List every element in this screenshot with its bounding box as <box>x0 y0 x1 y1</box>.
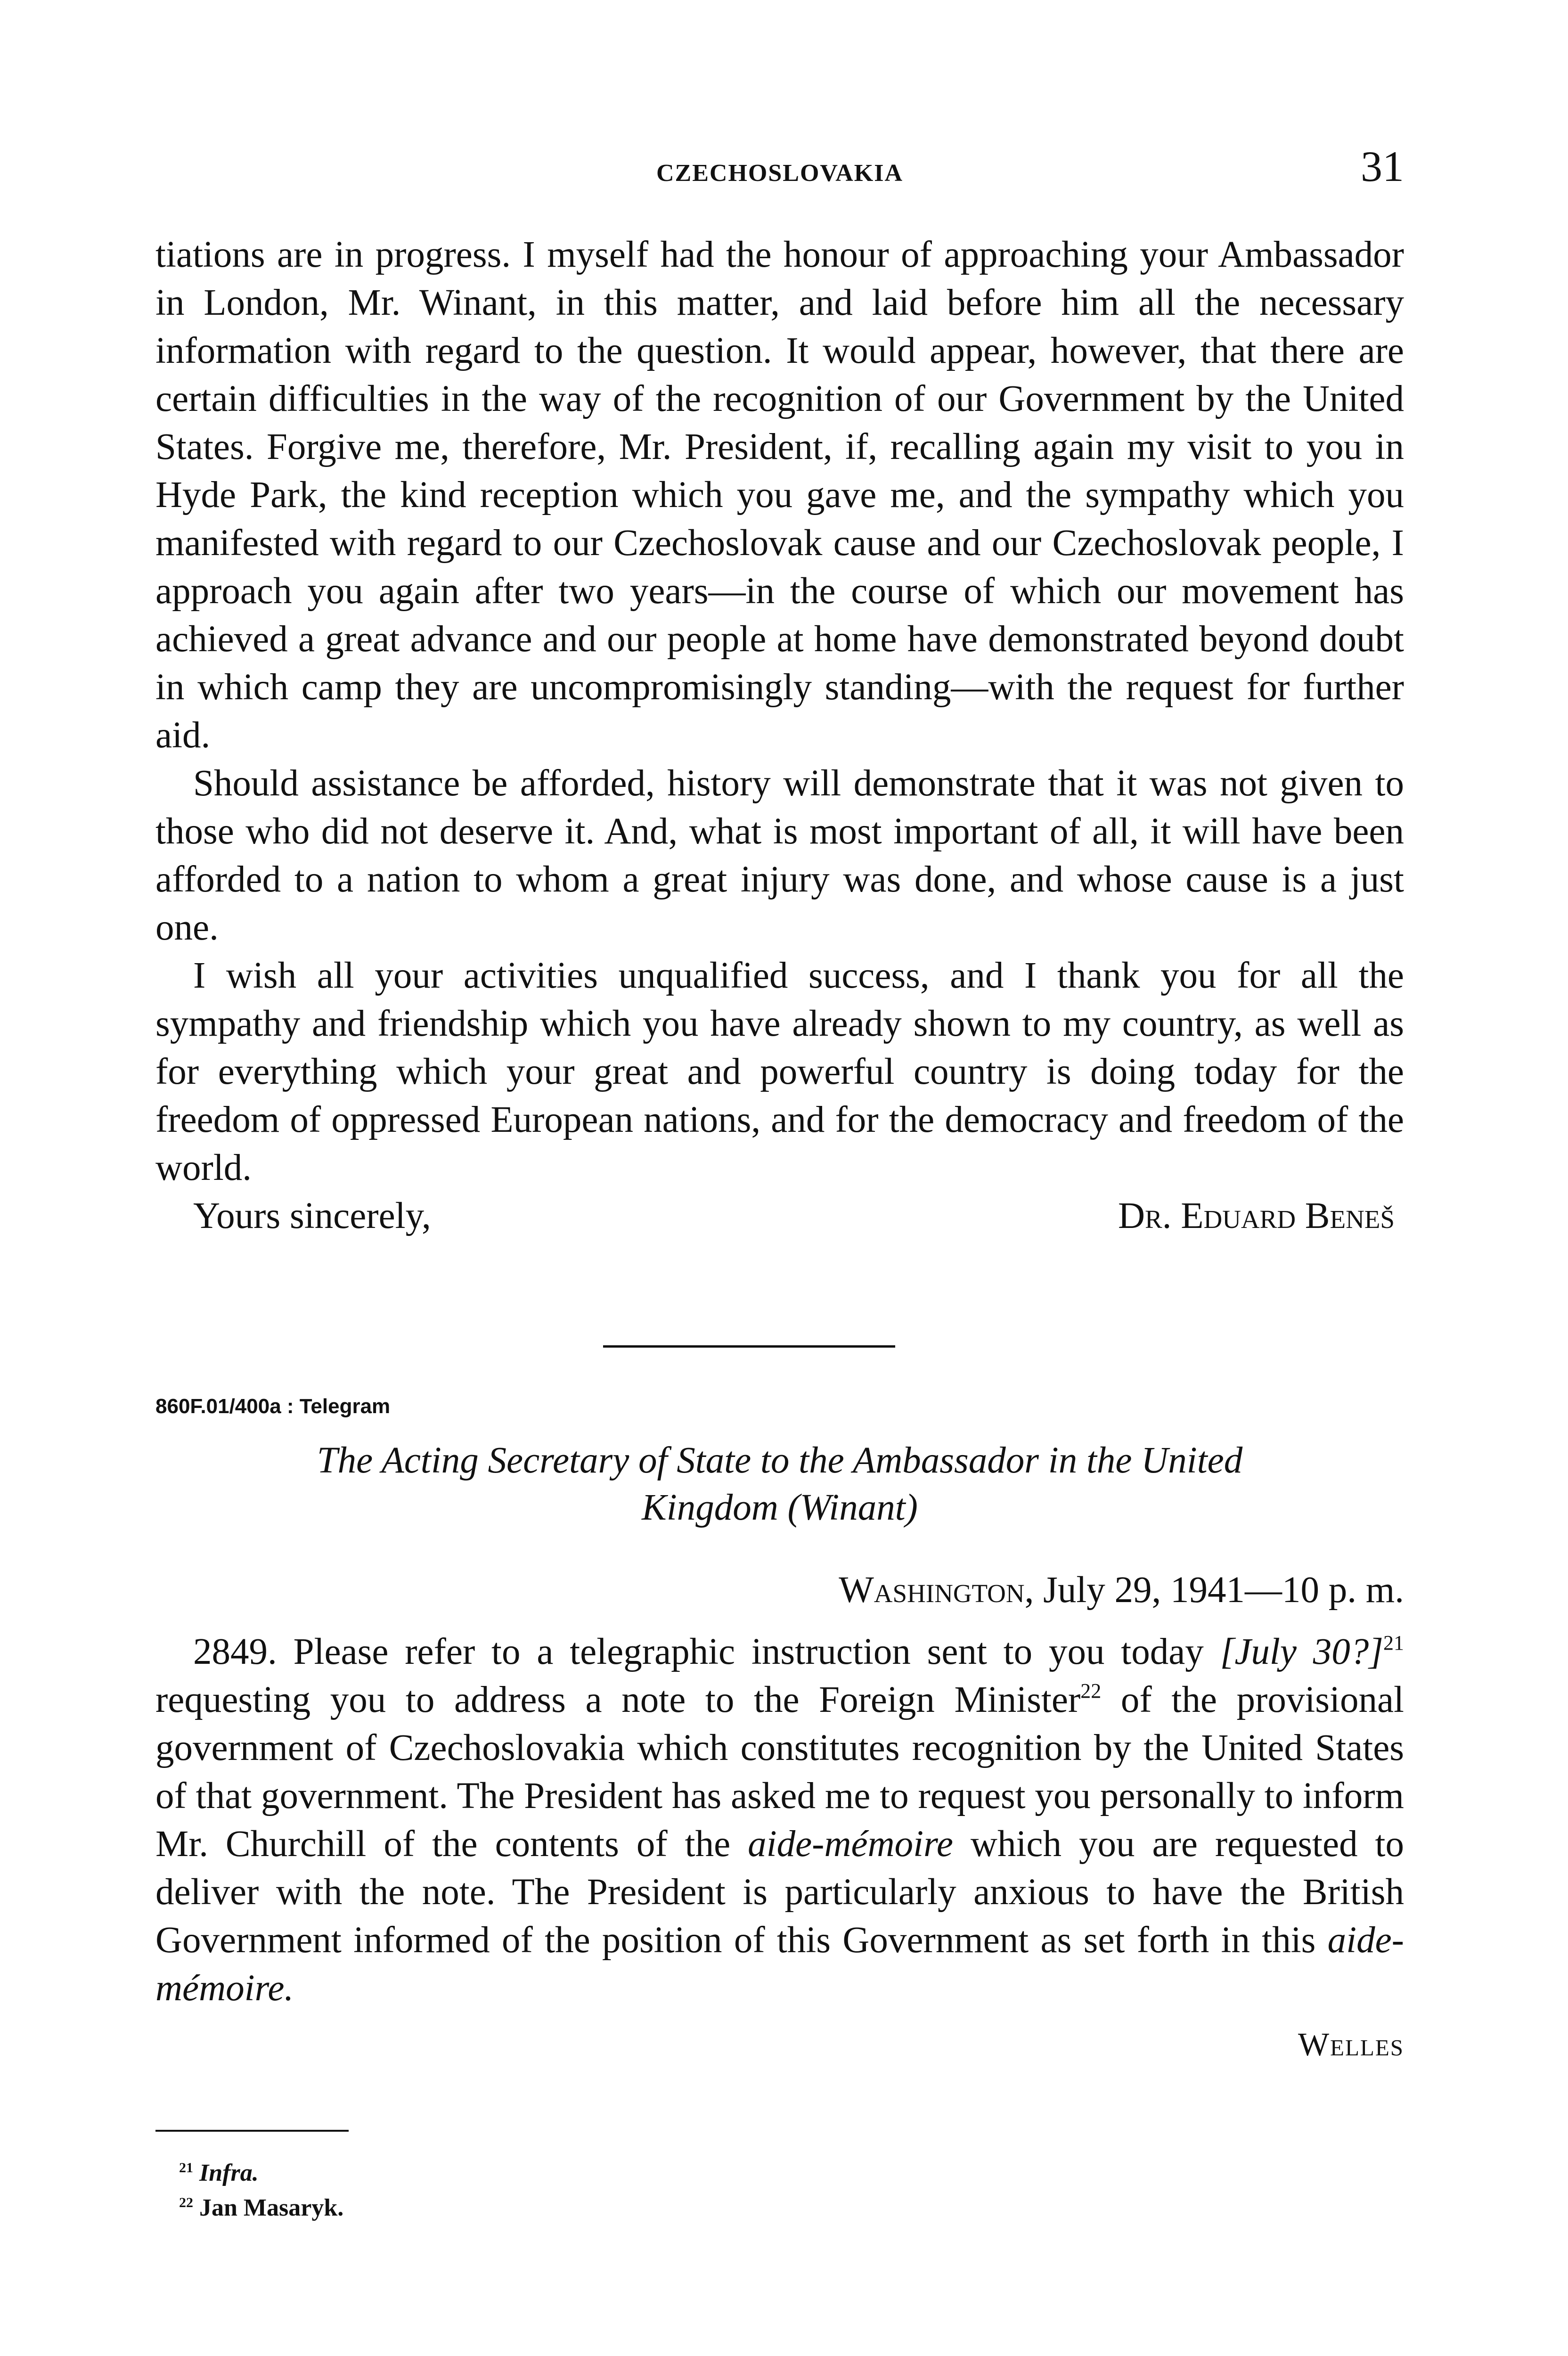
footnote-number: 21 <box>179 2160 193 2176</box>
letter-signature: Dr. Eduard Beneš <box>1118 1195 1395 1236</box>
footnote <box>179 2156 343 2191</box>
dateline <box>839 1569 1404 1612</box>
document-title <box>155 1437 1404 1531</box>
footnote <box>179 2191 343 2225</box>
running-head: CZECHOSLOVAKIA <box>656 160 904 187</box>
letter-body <box>155 231 1404 1240</box>
footnote-ref-22: 22 <box>1080 1679 1102 1702</box>
complimentary-close: Yours sincerely, <box>193 1195 431 1236</box>
telegram-text: which you are requested to deliver with the note. The President is particularly anxious to have the British Government informed of the position of this Government as set forth in this <box>155 1824 1405 1961</box>
footnote-rule <box>155 2130 349 2132</box>
editorial-bracket: [July 30?] <box>1220 1631 1383 1672</box>
document-title-line: Kingdom (Winant) <box>642 1487 918 1528</box>
letter-closing <box>155 1192 1404 1240</box>
document-file-number: 860F.01/400a : Telegram <box>155 1395 391 1418</box>
letter-paragraph: I wish all your activities unqualified success, and I thank you for all the sympathy and friendship which you have already shown to my country, as well as for everything which your great and powerful country is doing today for the freedom of oppressed European nations, and for the democracy and freedom of the world. <box>155 955 1404 1188</box>
page-header <box>155 141 1404 193</box>
telegram-text: 2849. Please refer to a telegraphic instruction sent to you today <box>193 1631 1220 1672</box>
footnotes <box>179 2156 343 2225</box>
letter-paragraph: Should assistance be afforded, history will demonstrate that it was not given to those who did not deserve it. And, what is most important of all, it will have been afforded to a nation to whom a great injury was done, and whose cause is a just one. <box>155 763 1404 948</box>
footnote-text: Infra. <box>199 2160 259 2186</box>
document-title-line: The Acting Secretary of State to the Ambassador in the United <box>317 1440 1243 1481</box>
telegram-signature: Welles <box>1298 2027 1404 2063</box>
page-number: 31 <box>1361 142 1404 190</box>
dateline-place: Washington, <box>839 1570 1034 1611</box>
footnote-ref-21: 21 <box>1383 1631 1404 1654</box>
footnote-text: Jan Masaryk. <box>199 2194 344 2221</box>
telegram-paragraph <box>155 1628 1404 2012</box>
italic-term: aide-mémoire <box>748 1824 953 1865</box>
footnote-number: 22 <box>179 2195 193 2210</box>
italic-term: aide-mémoire. <box>155 1920 1404 2009</box>
telegram-text: of the provisional government of Czechoslovakia which constitutes recognition by the United States of that government. The President has asked me to request you personally to inform Mr. Churchill of the contents of the <box>155 1679 1404 1865</box>
telegram-text: requesting you to address a note to the Foreign Minister <box>155 1679 1081 1720</box>
letter-paragraph-continued: tiations are in progress. I myself had the honour of approaching your Ambassador in London, Mr. Winant, in this matter, and laid before him all the necessary information with regard to the question. It would appear, however, that there are certain difficulties in the way of the recognition of our Government by the United States. Forgive me, therefore, Mr. President, if, recalling again my visit to you in Hyde Park, the kind reception which you gave me, and the sympathy which you manifested with regard to our Czechoslovak cause and our Czechoslovak people, I approach you again after two years—in the course of which our movement has achieved a great advance and our people at home have demonstrated beyond doubt in which camp they are uncompromisingly standing—with the request for further aid. <box>155 234 1404 756</box>
telegram-body <box>155 1628 1404 2012</box>
section-divider <box>603 1345 895 1348</box>
dateline-date: July 29, 1941—10 p. m. <box>1034 1570 1404 1611</box>
